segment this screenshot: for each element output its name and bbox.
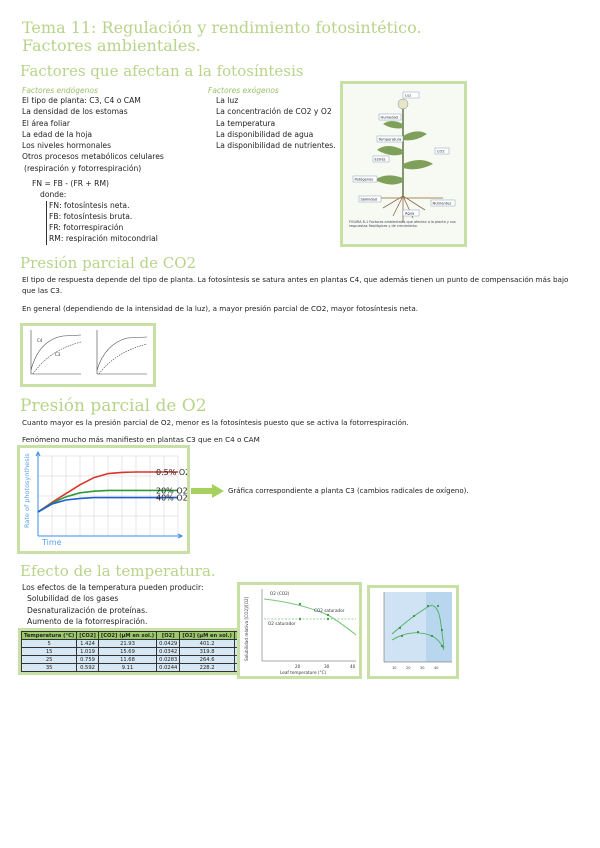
solubility-graph bbox=[240, 585, 359, 676]
list-item: La luz bbox=[216, 96, 239, 105]
gas-solubility-table-frame bbox=[18, 628, 274, 675]
definition-item: FB: fotosíntesis bruta. bbox=[49, 212, 133, 221]
solubility-graph-frame bbox=[237, 582, 362, 679]
list-item: Aumento de la fotorrespiración. bbox=[27, 617, 148, 626]
series-label-3: 40% O2 bbox=[156, 493, 187, 503]
section-heading-o2: Presión parcial de O2 bbox=[20, 396, 207, 416]
figure-caption: FIGURA 8-1 Factores ambientales que afectan a la planta y sus respuestas fisiológicas y de crecimiento. bbox=[349, 220, 456, 228]
section-heading-temperatura: Efecto de la temperatura. bbox=[20, 562, 216, 580]
section-heading-co2: Presión parcial de CO2 bbox=[20, 254, 197, 272]
list-item: La concentración de CO2 y O2 bbox=[216, 107, 332, 117]
graph-tick: 30 bbox=[324, 664, 330, 669]
page-subtitle: Factores ambientales. bbox=[22, 36, 201, 55]
temp-effects-list bbox=[27, 594, 147, 629]
definition-item: RM: respiración mitocondrial bbox=[49, 234, 158, 243]
fig-label-estres: Estrés bbox=[374, 157, 386, 162]
gas-solubility-table bbox=[21, 631, 271, 672]
fig-label-agua: Agua bbox=[405, 211, 415, 216]
svg-text:20: 20 bbox=[406, 666, 411, 670]
definition-item: FR: fotorrespiración bbox=[49, 223, 124, 232]
o2-paragraph-2: Fenómeno mucho más manifiesto en plantas C3 que en C4 o CAM bbox=[22, 435, 260, 444]
graph-y-label: Solubilidad relativa [CO2]/[O2] bbox=[244, 596, 249, 661]
fig-label-nutrientes: Nutrientes bbox=[432, 201, 452, 206]
table-row: 25 0.759 11.68 0.0283 264.6 bbox=[22, 656, 271, 664]
svg-text:10: 10 bbox=[392, 666, 397, 670]
graph-tick: 40 bbox=[350, 664, 356, 669]
plant-factors-figure bbox=[340, 81, 467, 247]
page-title: Tema 11: Regulación y rendimiento fotosintético. bbox=[22, 18, 422, 37]
definitions-list bbox=[46, 201, 158, 245]
list-item: La disponibilidad de agua bbox=[216, 129, 314, 139]
co2-paragraph-1: El tipo de respuesta depende del tipo de planta. La fotosíntesis se satura antes en plantas C4, que además tienen un punto de compensación más bajo que las C3. bbox=[22, 275, 569, 295]
table-header: [CO2] (µM en sol.) bbox=[98, 632, 156, 640]
table-row: 15 1.019 15.69 0.0342 319.8 bbox=[22, 648, 271, 656]
o2-arrow-note: Gráfica correspondiente a planta C3 (cambios radicales de oxígeno). bbox=[228, 487, 469, 495]
exogenous-label: Factores exógenos bbox=[208, 86, 279, 95]
y-axis-label: Rate of photosynthesis bbox=[23, 453, 31, 528]
list-item: Los niveles hormonales bbox=[22, 141, 112, 151]
co2-response-figure bbox=[20, 323, 156, 387]
co2-response-plots bbox=[23, 326, 153, 384]
series-label-2: 20% O2 bbox=[156, 486, 187, 496]
list-item: (respiración y fotorrespiración) bbox=[24, 163, 142, 173]
list-item: Solubilidad de los gases bbox=[27, 594, 119, 603]
list-item: La temperatura bbox=[216, 118, 276, 128]
table-header: [O2] (µM en sol.) bbox=[180, 632, 235, 640]
chart-label-c3: C3 bbox=[55, 352, 61, 357]
svg-text:40: 40 bbox=[434, 666, 439, 670]
temp-intro: Los efectos de la temperatura pueden producir: bbox=[22, 583, 204, 592]
table-row: 5 1.424 21.93 0.0429 401.2 bbox=[22, 640, 271, 648]
donde-label: donde: bbox=[40, 190, 67, 199]
svg-text:30: 30 bbox=[420, 666, 425, 670]
formula: FN = FB - (FR + RM) bbox=[32, 179, 109, 188]
list-item: El tipo de planta: C3, C4 o CAM bbox=[22, 96, 141, 105]
list-item: Otros procesos metabólicos celulares bbox=[22, 152, 164, 162]
endogenous-label: Factores endógenos bbox=[22, 86, 98, 95]
temperature-response-chart bbox=[370, 588, 456, 676]
graph-label-o2co2: O2 (CO2) bbox=[270, 591, 290, 596]
list-item: La disponibilidad de nutrientes. bbox=[216, 141, 336, 151]
arrow-right-icon bbox=[190, 483, 226, 499]
co2-paragraph-2: En general (dependiendo de la intensidad de la luz), a mayor presión parcial de CO2, mayor fotosíntesis neta. bbox=[22, 304, 419, 313]
fig-label-co2: CO2 bbox=[437, 149, 445, 154]
graph-label-co2-sat: CO2 saturador bbox=[314, 608, 345, 613]
graph-x-label: Leaf temperature (°C) bbox=[280, 670, 327, 675]
list-item: La densidad de los estomas bbox=[22, 107, 128, 117]
chart-label-c4: C4 bbox=[37, 338, 43, 343]
endogenous-list bbox=[22, 96, 164, 175]
plant-illustration bbox=[343, 84, 464, 244]
list-item: Desnaturalización de proteínas. bbox=[27, 605, 148, 615]
section-heading-factores: Factores que afectan a la fotosíntesis bbox=[20, 62, 304, 80]
fig-label-humedad: Humedad bbox=[380, 115, 398, 120]
exogenous-list bbox=[216, 96, 336, 152]
o2-line-chart bbox=[20, 448, 187, 551]
temperature-response-frame bbox=[367, 585, 459, 679]
graph-tick: 20 bbox=[295, 664, 301, 669]
fig-label-temperatura: Temperatura bbox=[378, 137, 402, 142]
fig-label-patogenos: Patógenos bbox=[354, 177, 374, 182]
series-label-1: 0.5% O2 bbox=[156, 468, 187, 477]
definition-item: FN: fotosíntesis neta. bbox=[49, 201, 130, 210]
fig-label-luz: Luz bbox=[405, 93, 412, 98]
table-row: 35 0.592 9.11 0.0244 228.2 bbox=[22, 664, 271, 672]
o2-paragraph-1: Cuanto mayor es la presión parcial de O2, menor es la fotosíntesis puesto que se activa la fotorrespiración. bbox=[22, 418, 409, 427]
x-axis-label: Time bbox=[42, 538, 62, 547]
table-header: [O2] bbox=[157, 632, 180, 640]
fig-label-salinidad: Salinidad bbox=[360, 197, 378, 202]
table-header: Temperatura (°C) bbox=[22, 632, 77, 640]
o2-chart-frame bbox=[17, 445, 190, 554]
list-item: El área foliar bbox=[22, 118, 70, 128]
graph-label-o2-sat: O2 saturador bbox=[268, 621, 296, 626]
table-header: [CO2] bbox=[77, 632, 99, 640]
list-item: La edad de la hoja bbox=[22, 129, 92, 139]
